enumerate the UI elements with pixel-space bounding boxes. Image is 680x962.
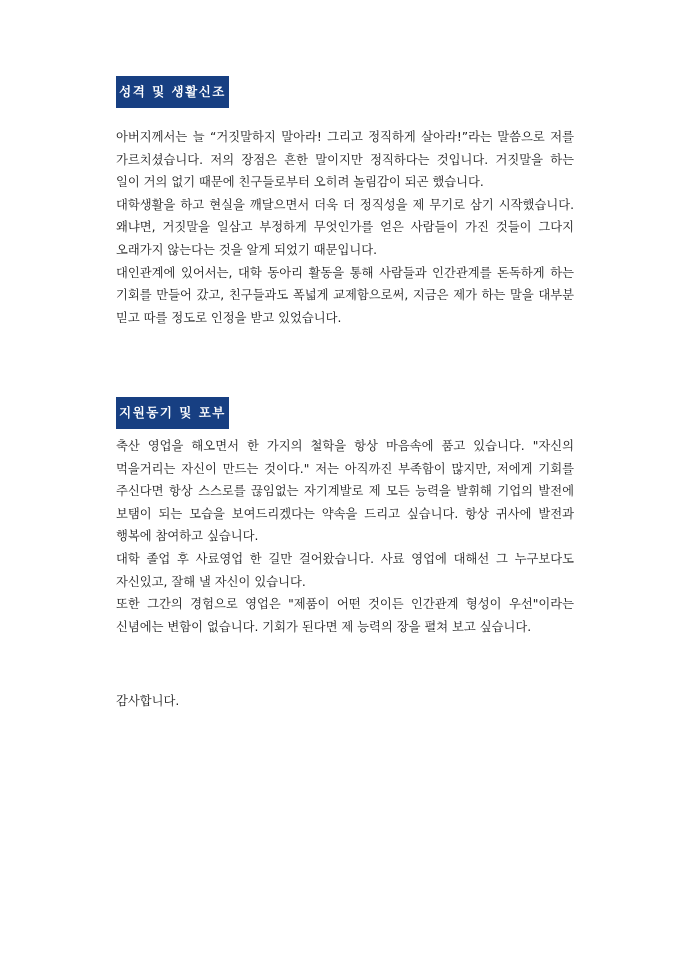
closing-remark: 감사합니다. [116,694,180,708]
paragraph: 대학 졸업 후 사료영업 한 길만 걸어왔습니다. 사료 영업에 대해선 그 누구보다도 자신있고, 잘해 낼 자신이 있습니다. [116,551,574,589]
paragraph: 대인관계에 있어서는, 대학 동아리 활동을 통해 사람들과 인간관계를 돈독하게 하는 기회를 만들어 갔고, 친구들과도 폭넓게 교제함으로써, 지금은 제가 하는 말을 대부분 믿고 따를 정도로 인정을 받고 있었습니다. [116,265,574,325]
section-body-personality [116,126,574,329]
paragraph: 대학생활을 하고 현실을 깨달으면서 더욱 더 정직성을 제 무기로 삼기 시작했습니다. 왜냐면, 거짓말을 일삼고 부정하게 무엇인가를 얻은 사람들이 가진 것들이 그다지 오래가지 않는다는 것을 알게 되었기 때문입니다. [116,197,574,257]
section-heading-motivation: 지원동기 및 포부 [116,397,229,429]
section-body-motivation [116,435,574,638]
paragraph: 또한 그간의 경험으로 영업은 "제품이 어떤 것이든 인간관계 형성이 우선"이라는 신념에는 변함이 없습니다. 기회가 된다면 제 능력의 장을 펼쳐 보고 싶습니다. [116,597,574,634]
paragraph: 아버지께서는 늘 “거짓말하지 말아라! 그리고 정직하게 살아라!”라는 말씀으로 저를 가르치셨습니다. 저의 장점은 흔한 말이지만 정직하다는 것입니다. 거짓말을 하는 일이 거의 없기 때문에 친구들로부터 오히려 놀림감이 되곤 했습니다. [116,130,574,190]
paragraph: 축산 영업을 해오면서 한 가지의 철학을 항상 마음속에 품고 있습니다. "자신의 먹을거리는 자신이 만드는 것이다." 저는 아직까진 부족함이 많지만, 저에게 기회를 주신다면 항상 스스로를 끊임없는 자기계발로 제 모든 능력을 발휘해 기업의 발전에 보탬이 되는 모습을 보여드리겠다는 약속을 드리고 싶습니다. 항상 귀사에 발전과 행복에 참여하고 싶습니다. [116,439,574,544]
section-heading-personality: 성격 및 생활신조 [116,76,229,108]
